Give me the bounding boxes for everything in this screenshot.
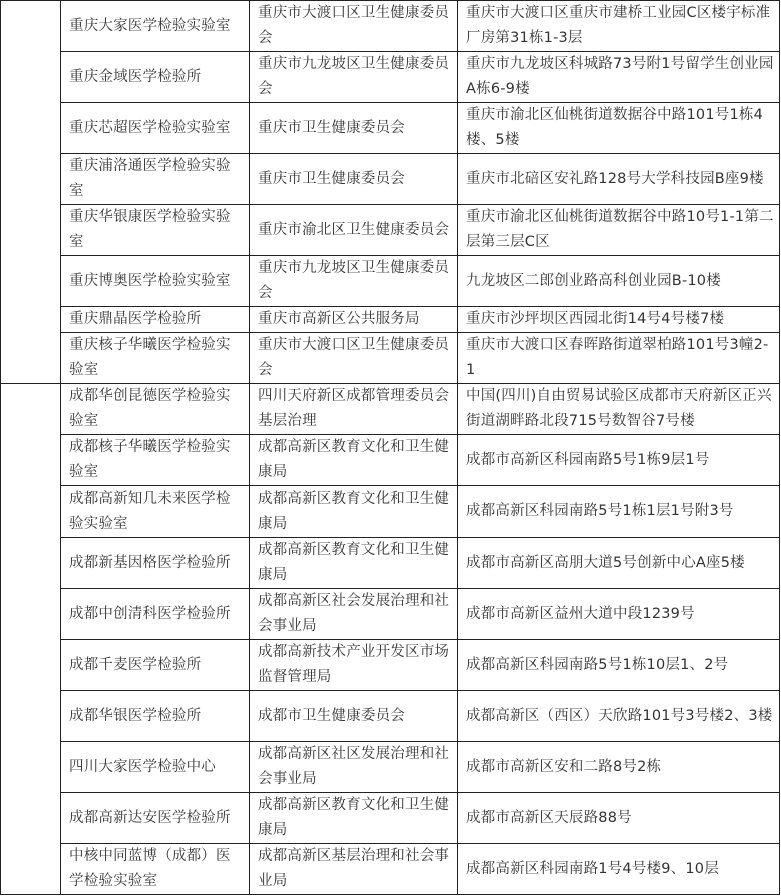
address-cell: 重庆市北碚区安礼路128号大学科技园B座9楼 [458, 154, 780, 205]
region-cell [1, 384, 61, 895]
lab-name-cell: 成都千麦医学检验所 [61, 640, 250, 691]
table-row [1, 486, 780, 538]
table-row [1, 1, 780, 52]
lab-name-cell: 成都高新达安医学检验所 [61, 793, 250, 844]
lab-name-cell: 中核中同蓝博（成都）医学检验实验室 [61, 844, 250, 895]
authority-cell: 成都高新区基层治理和社会事业局 [250, 844, 458, 895]
authority-cell: 四川天府新区成都管理委员会基层治理 [250, 384, 458, 435]
lab-name-cell: 四川大家医学检验中心 [61, 742, 250, 793]
lab-name-cell: 重庆芯超医学检验实验室 [61, 103, 250, 154]
address-cell: 重庆市沙坪坝区西园北街14号4号楼7楼 [458, 307, 780, 333]
table-row [1, 640, 780, 691]
lab-name-cell: 重庆鼎晶医学检验所 [61, 307, 250, 333]
lab-name-cell: 重庆金域医学检验所 [61, 52, 250, 103]
address-cell: 中国(四川)自由贸易试验区成都市天府新区正兴街道湖畔路北段715号数智谷7号楼 [458, 384, 780, 435]
authority-cell: 重庆市九龙坡区卫生健康委员会 [250, 52, 458, 103]
table-row [1, 691, 780, 742]
authority-cell: 重庆市卫生健康委员会 [250, 154, 458, 205]
authority-cell: 重庆市大渡口区卫生健康委员会 [250, 333, 458, 384]
table-row [1, 844, 780, 895]
table-row [1, 793, 780, 844]
address-cell: 成都高新区（西区）天欣路101号3号楼2、3楼 [458, 691, 780, 742]
table-row [1, 307, 780, 333]
authority-cell: 重庆市九龙坡区卫生健康委员会 [250, 256, 458, 307]
authority-cell: 成都高新技术产业开发区市场监督管理局 [250, 640, 458, 691]
table-row [1, 52, 780, 103]
address-cell: 成都市高新区天辰路88号 [458, 793, 780, 844]
lab-name-cell: 重庆华银康医学检验实验室 [61, 205, 250, 256]
lab-name-cell: 成都华创昆德医学检验实验室 [61, 384, 250, 435]
authority-cell: 成都高新区教育文化和卫生健康局 [250, 538, 458, 589]
authority-cell: 成都市卫生健康委员会 [250, 691, 458, 742]
authority-cell: 重庆市大渡口区卫生健康委员会 [250, 1, 458, 52]
region-cell [1, 1, 61, 384]
address-cell: 重庆市渝北区仙桃街道数据谷中路101号1栋4楼、5楼 [458, 103, 780, 154]
lab-name-cell: 成都华银医学检验所 [61, 691, 250, 742]
lab-name-cell: 重庆核子华曦医学检验实验室 [61, 333, 250, 384]
table-row [1, 384, 780, 435]
table-row [1, 538, 780, 589]
address-cell: 重庆市渝北区仙桃街道数据谷中路10号1-1第二层第三层C区 [458, 205, 780, 256]
table-row [1, 205, 780, 256]
address-cell: 成都高新区科园南路1号4号楼9、10层 [458, 844, 780, 895]
address-cell: 成都市高新区高朋大道5号创新中心A座5楼 [458, 538, 780, 589]
address-cell: 九龙坡区二郎创业路高科创业园B-10楼 [458, 256, 780, 307]
lab-name-cell: 成都核子华曦医学检验实验室 [61, 435, 250, 486]
address-cell: 成都市高新区科园南路5号1栋9层1号 [458, 435, 780, 486]
table-row [1, 154, 780, 205]
authority-cell: 成都高新区教育文化和卫生健康局 [250, 486, 458, 538]
address-cell: 重庆市大渡口区春晖路街道翠柏路101号3幢2-1 [458, 333, 780, 384]
address-cell: 重庆市大渡口区重庆市建桥工业园C区楼宇标准厂房第31栋1-3层 [458, 1, 780, 52]
lab-name-cell: 成都新基因格医学检验所 [61, 538, 250, 589]
authority-cell: 成都高新区教育文化和卫生健康局 [250, 793, 458, 844]
table-row [1, 435, 780, 486]
address-cell: 重庆市九龙坡区科城路73号附1号留学生创业园A栋6-9楼 [458, 52, 780, 103]
authority-cell: 成都高新区社区发展治理和社会事业局 [250, 742, 458, 793]
lab-name-cell: 成都中创清科医学检验所 [61, 589, 250, 640]
table-row [1, 333, 780, 384]
authority-cell: 成都高新区社会发展治理和社会事业局 [250, 589, 458, 640]
address-cell: 成都市高新区安和二路8号2栋 [458, 742, 780, 793]
authority-cell: 重庆市渝北区卫生健康委员会 [250, 205, 458, 256]
lab-name-cell: 重庆大家医学检验实验室 [61, 1, 250, 52]
authority-cell: 重庆市卫生健康委员会 [250, 103, 458, 154]
table-row [1, 256, 780, 307]
table-row [1, 589, 780, 640]
table-row [1, 742, 780, 793]
lab-name-cell: 重庆浦洛通医学检验实验室 [61, 154, 250, 205]
address-cell: 成都高新区科园南路5号1栋10层1、2号 [458, 640, 780, 691]
address-cell: 成都高新区科园南路5号1栋1层1号附3号 [458, 486, 780, 538]
lab-name-cell: 成都高新知几未来医学检验实验室 [61, 486, 250, 538]
authority-cell: 成都高新区教育文化和卫生健康局 [250, 435, 458, 486]
address-cell: 成都市高新区益州大道中段1239号 [458, 589, 780, 640]
authority-cell: 重庆市高新区公共服务局 [250, 307, 458, 333]
table-row [1, 103, 780, 154]
lab-name-cell: 重庆博奥医学检验实验室 [61, 256, 250, 307]
